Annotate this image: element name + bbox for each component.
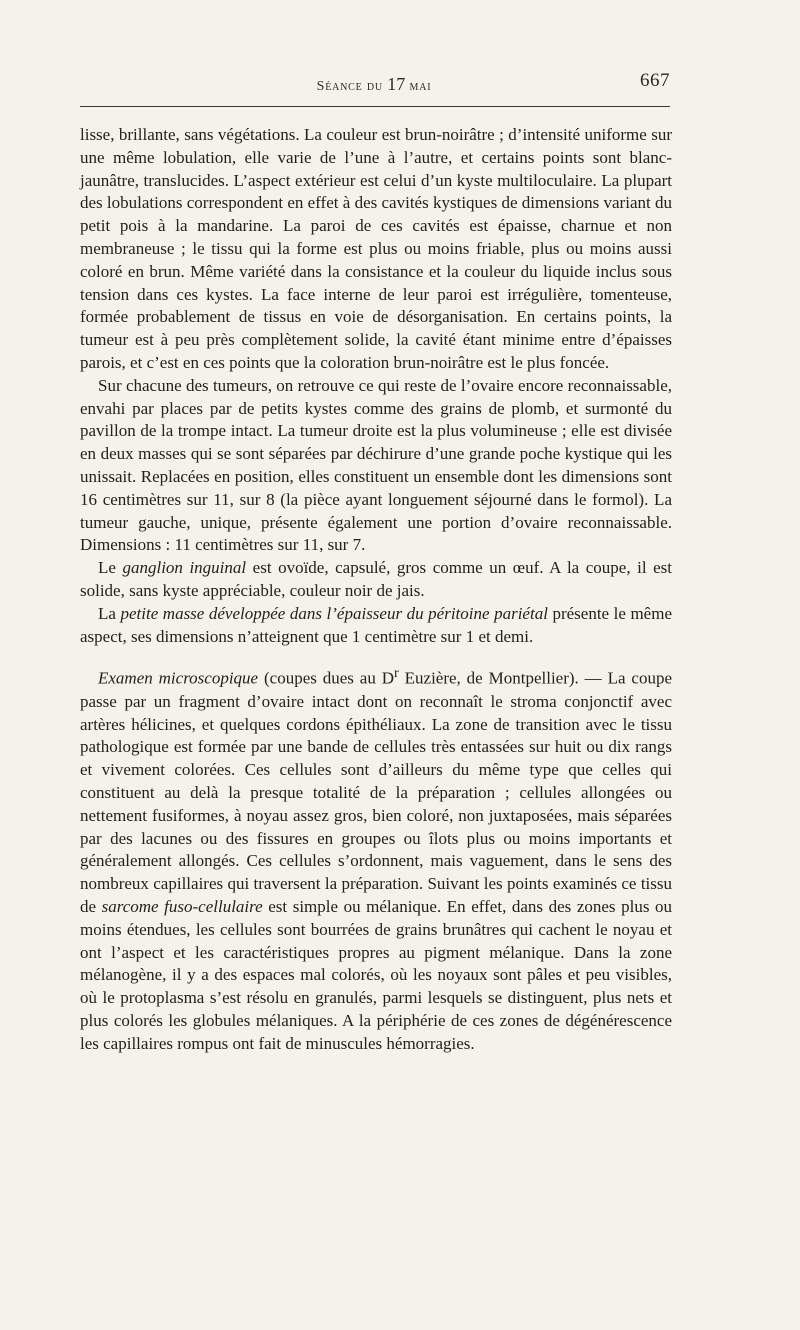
running-head-day: 17	[387, 74, 406, 94]
running-head	[78, 66, 670, 96]
page-number: 667	[640, 70, 670, 91]
paragraph-2: Sur chacune des tumeurs, on retrouve ce qui reste de l’ovaire encore reconnaissable, envahi par places par de petits kystes comme des grains de plomb, et surmonté du pavillon de la trompe intact. La tumeur droite est la plus volumineuse ; elle est divisée en deux masses qui se sont séparées par déchirure d’une grande poche kystique qui les unissait. Replacées en position, elles constituent un ensemble dont les dimensions sont 16 centimètres sur 11, sur 8 (la pièce ayant longuement séjourné dans le formol). La tumeur gauche, unique, présente également une portion d’ovaire reconnaissable. Dimensions : 11 centimètres sur 11, sur 7.	[80, 375, 672, 555]
paragraph-3-rest: est ovoïde, capsulé, gros comme un œuf. A la coupe, il est solide, sans kyste appréciable, couleur noir de jais.	[80, 558, 672, 600]
paragraph-5-superscript: r	[394, 665, 399, 682]
paragraph-5	[80, 662, 672, 1055]
paragraph-3-start: Le	[98, 558, 123, 578]
running-head-title-after: mai	[405, 79, 432, 94]
running-head-title-before: Séance du	[316, 79, 388, 94]
paragraph-3-emphasis: ganglion inguinal	[122, 558, 247, 578]
paragraph-4-emphasis: petite masse développée dans l’épaisseur du péritoine pariétal	[120, 603, 548, 623]
paragraph-4-start: La	[98, 603, 121, 623]
paragraph-5-text-c: est simple ou mélanique. En effet, dans des zones plus ou moins étendues, les cellules sont bourrées de grains brunâtres qui cachent le noyau et ont l’aspect et les caractéristiques propres au pigment mélanique. Dans la zone mélanogène, il y a des espaces mal colorés, où les noyaux sont pâles et peu visibles, où le protoplasma s’est résolu en granulés, parmi lesquels se distinguent, plus nets et plus colorés les globules mélaniques. A la périphérie de ces zones de dégénérescence les capillaires rompus ont fait de minuscules hémorragies.	[80, 896, 673, 1053]
running-head-title	[78, 74, 670, 95]
paragraph-5-text-b: Euzière, de Montpellier). — La coupe passe par un fragment d’ovaire intact dont on reconnaît le stroma conjonctif avec artères hélicines, et quelques cordons épithéliaux. La zone de transition avec le tissu pathologique est formée par une bande de cellules très entassées sur huit ou dix rangs et vivement colorées. Ces cellules sont d’ailleurs du même type que celles qui constituent au delà la presque totalité de la préparation ; cellules allongées ou nettement fusiformes, à noyau assez gros, bien coloré, non juxtaposées, mais séparées par des lacunes ou des fissures en groupes ou îlots plus ou moins importants et généralement allongés. Ces cellules s’ordonnent, mais vaguement, dans le sens des nombreux capillaires qui traversent la préparation. Suivant les points examinés ce tissu de	[80, 668, 672, 916]
paragraph-1: lisse, brillante, sans végétations. La couleur est brun-noirâtre ; d’intensité uniforme sur une même lobulation, elle varie de l’une à l’autre, et certains points sont blanc-jaunâtre, translucides. L’aspect extérieur est celui d’un kyste multiloculaire. La plupart des lobulations correspondent en effet à des cavités kystiques de dimensions variant du petit pois à la mandarine. La paroi de ces cavités est épaisse, charnue et non membraneuse ; le tissu qui la forme est plus ou moins friable, plus ou moins aussi coloré en brun. Même variété dans la consistance et la couleur du liquide inclus sous tension dans ces kystes. La face interne de leur paroi est irrégulière, tomenteuse, formée probablement de tissus en voie de désorganisation. En certains points, la tumeur est à peu près complètement solide, la cavité étant minime entre d’épaisses parois, et c’est en ces points que la coloration brun-noirâtre est le plus foncée.	[80, 125, 672, 372]
paragraph-4	[80, 603, 672, 649]
body-text	[80, 124, 672, 1056]
paragraph-4-rest: présente le même aspect, ses dimensions n’atteignent que 1 centimètre sur 1 et demi.	[80, 603, 672, 646]
paragraph-5-emphasis: sarcome fuso-cellulaire	[101, 896, 263, 916]
paragraph-5-section-title: Examen microscopique	[98, 668, 259, 688]
paragraph-5-text-a: (coupes dues au D	[258, 668, 395, 688]
header-rule	[80, 106, 670, 107]
paragraph-3	[80, 557, 672, 603]
